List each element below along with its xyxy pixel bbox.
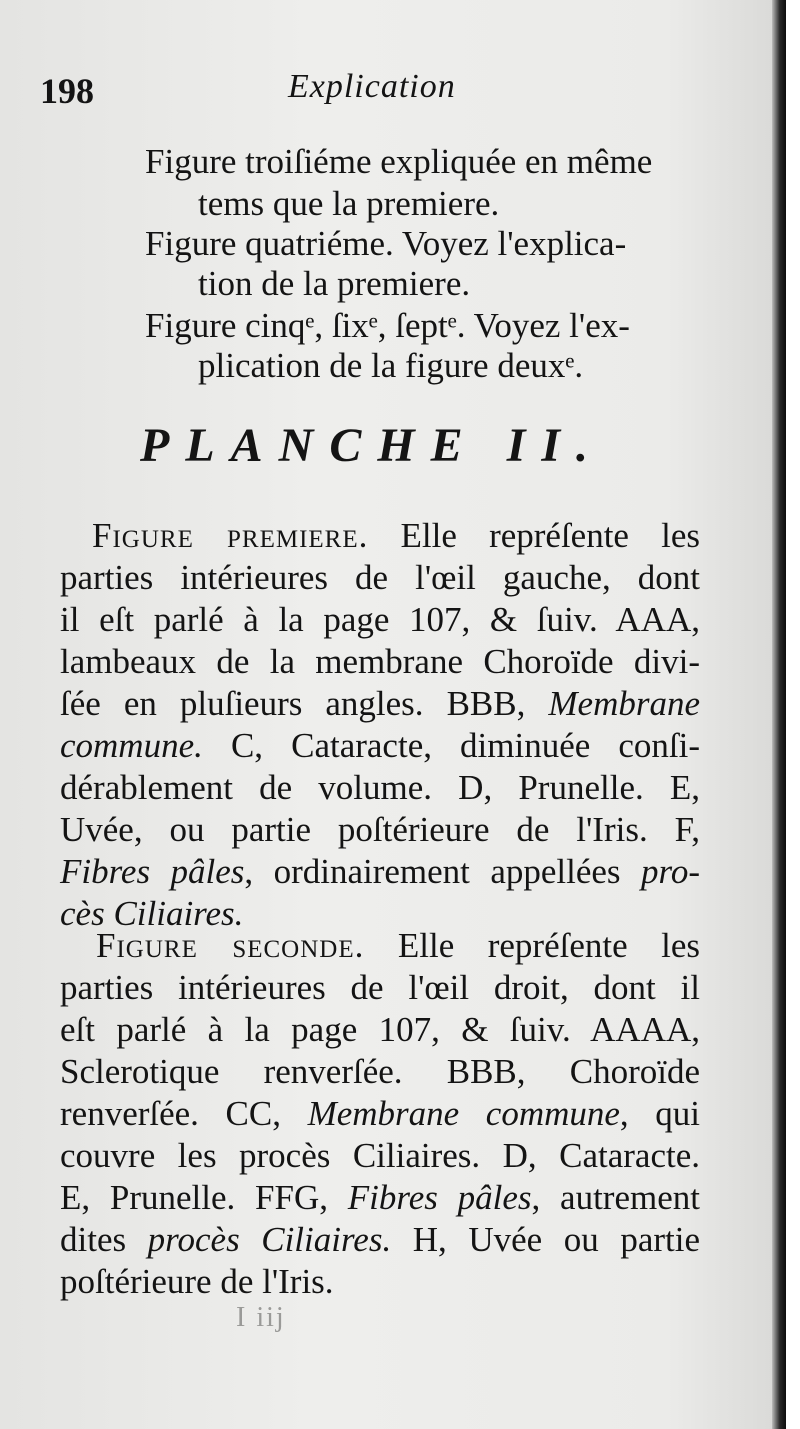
text-span: H, Uvée ou partie [391, 1220, 701, 1259]
text-line [60, 1178, 700, 1218]
text-span: Elle repréſente les [364, 926, 700, 965]
italic-span: Fibres pâles [347, 1178, 532, 1217]
italic-span: procès Ciliaires. [147, 1220, 392, 1259]
text-line [92, 516, 700, 556]
text-line: eſt parlé à la page 107, & ſuiv. AAAA, [60, 1010, 700, 1049]
text-line [60, 684, 700, 724]
text-span: , qui [619, 1094, 700, 1133]
text-line: parties intérieures de l'œil droit, dont il [60, 968, 700, 1007]
italic-span: Fibres pâles [60, 852, 245, 891]
text-span: E, Prunelle. FFG, [60, 1178, 348, 1217]
text-line: parties intérieures de l'œil gauche, dont [60, 558, 700, 597]
section-heading: PLANCHE II. [140, 419, 605, 472]
intro-line: tems que la premiere. [198, 184, 500, 223]
text-line: lambeaux de la membrane Choroïde divi- [60, 642, 700, 681]
text-line [60, 1220, 700, 1260]
intro-line: Figure quatriéme. Voyez l'explica- [145, 224, 627, 263]
text-span: Elle repréſente les [368, 516, 701, 555]
intro-line: tion de la premiere. [198, 264, 471, 303]
text-span: , autrement [531, 1178, 700, 1217]
text-span: , ordinairement appellées [244, 852, 641, 891]
running-head: Explication [288, 68, 456, 105]
text-line [60, 726, 700, 766]
page-number: 198 [40, 71, 94, 111]
text-span: renverſée. CC, [60, 1094, 308, 1133]
italic-span: cès Ciliaires. [60, 894, 244, 933]
text-line: poſtérieure de l'Iris. [60, 1262, 334, 1301]
catchword: I iij [236, 1302, 286, 1333]
figure-label: Figure premiere. [92, 516, 369, 555]
text-line [60, 852, 700, 892]
intro-line: plication de la figure deuxᵉ. [198, 346, 584, 385]
text-span: C, Cataracte, diminuée conſi- [202, 726, 700, 765]
italic-span: Membrane commune [307, 1094, 620, 1133]
text-line: couvre les procès Ciliaires. D, Cataracte. [60, 1136, 700, 1175]
intro-line: Figure troiſiéme expliquée en même [145, 142, 653, 181]
page-header [0, 62, 786, 112]
text-line: Sclerotique renverſée. BBB, Choroïde [60, 1052, 700, 1091]
text-line: il eſt parlé à la page 107, & ſuiv. AAA, [60, 600, 700, 639]
intro-line: Figure cinqᵉ, ſixᵉ, ſeptᵉ. Voyez l'ex- [145, 306, 630, 345]
italic-span: Membrane [548, 684, 700, 723]
text-line: Uvée, ou partie poſtérieure de l'Iris. F, [60, 810, 700, 849]
text-line [60, 1094, 700, 1134]
text-line: dérablement de volume. D, Prunelle. E, [60, 768, 700, 807]
italic-span: pro- [641, 852, 700, 891]
text-span: ſée en pluſieurs angles. BBB, [60, 684, 549, 723]
text-line [96, 926, 700, 966]
italic-span: commune. [60, 726, 203, 765]
figure-label: Figure seconde. [96, 926, 365, 965]
text-span: dites [60, 1220, 148, 1259]
page-edge [772, 0, 786, 1429]
